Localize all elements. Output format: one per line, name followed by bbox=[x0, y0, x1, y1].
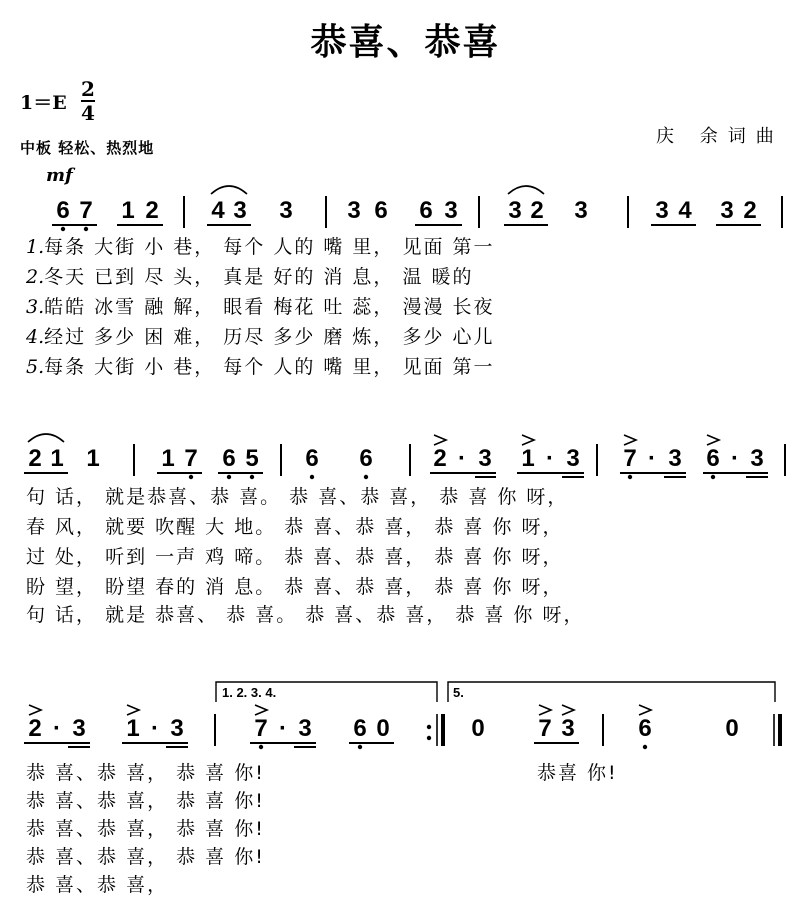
note-digit: 0 bbox=[471, 715, 485, 742]
volta-label-second: 5. bbox=[453, 685, 464, 700]
note-digit: 6 bbox=[419, 197, 433, 224]
accent-mark bbox=[29, 705, 41, 715]
note-digit: 3 bbox=[279, 197, 293, 224]
note-digit: 3 bbox=[668, 445, 682, 472]
octave-dot bbox=[61, 227, 65, 231]
note-digit: 6 bbox=[374, 197, 388, 224]
lyric-line-2-4: 盼 望， 盼望 春的 消 息。 恭 喜、恭 喜， 恭 喜 你 呀， bbox=[26, 576, 564, 598]
lyric-line-3-4: 恭 喜、恭 喜， 恭 喜 你! bbox=[26, 846, 265, 868]
note-digit: 2 bbox=[530, 197, 544, 224]
lyric-line-3-1: 恭 喜、恭 喜， 恭 喜 你! bbox=[26, 762, 265, 784]
octave-dot bbox=[643, 745, 647, 749]
note-digit: 2 bbox=[145, 197, 159, 224]
note-digit: 2 bbox=[28, 445, 42, 472]
note-digit: · bbox=[151, 715, 159, 742]
note-digit: 0 bbox=[376, 715, 390, 742]
volta-bracket-second bbox=[448, 682, 775, 702]
octave-dot bbox=[628, 475, 632, 479]
note-digit: 6 bbox=[353, 715, 367, 742]
accent-mark bbox=[624, 435, 636, 445]
lyric-line-1-4: 4.经过 多少 困 难， 历尽 多少 磨 炼， 多少 心儿 bbox=[26, 326, 495, 348]
accent-mark bbox=[522, 435, 534, 445]
note-digit: 3 bbox=[444, 197, 458, 224]
note-digit: 5 bbox=[245, 445, 259, 472]
note-digit: 3 bbox=[750, 445, 764, 472]
note-digit: 1 bbox=[121, 197, 135, 224]
time-signature-top: 2 bbox=[81, 77, 95, 101]
note-digit: 7 bbox=[254, 715, 268, 742]
note-digit: · bbox=[53, 715, 61, 742]
note-digit: 6 bbox=[305, 445, 319, 472]
note-digit: · bbox=[546, 445, 554, 472]
tempo-marking: 中板 轻松、热烈地 bbox=[20, 139, 155, 157]
note-digit: · bbox=[458, 445, 466, 472]
note-digit: 6 bbox=[706, 445, 720, 472]
lyric-line-2-5: 句 话， 就是 恭喜、 恭 喜。 恭 喜、恭 喜， 恭 喜 你 呀， bbox=[26, 604, 585, 626]
note-digit: 1 bbox=[86, 445, 100, 472]
accent-mark bbox=[539, 705, 551, 715]
octave-dot bbox=[259, 745, 263, 749]
note-digit: 6 bbox=[359, 445, 373, 472]
accent-mark bbox=[434, 435, 446, 445]
octave-dot bbox=[364, 475, 368, 479]
note-digit: 7 bbox=[538, 715, 552, 742]
note-digit: 3 bbox=[566, 445, 580, 472]
note-digit: · bbox=[731, 445, 739, 472]
note-digit: 1 bbox=[50, 445, 64, 472]
note-digit: · bbox=[648, 445, 656, 472]
octave-dot bbox=[358, 745, 362, 749]
note-digit: 3 bbox=[574, 197, 588, 224]
repeat-dot bbox=[427, 736, 431, 740]
lyric-line-3-5: 恭 喜、恭 喜， bbox=[26, 874, 169, 896]
note-digit: 1 bbox=[126, 715, 140, 742]
note-digit: 3 bbox=[478, 445, 492, 472]
note-digit: 6 bbox=[56, 197, 70, 224]
tie-arc bbox=[28, 434, 64, 442]
octave-dot bbox=[250, 475, 254, 479]
note-digit: 3 bbox=[233, 197, 247, 224]
tie-arc bbox=[211, 186, 247, 194]
note-digit: 3 bbox=[508, 197, 522, 224]
octave-dot bbox=[189, 475, 193, 479]
accent-mark bbox=[707, 435, 719, 445]
lyric-line-1-2: 2.冬天 已到 尽 头， 真是 好的 消 息， 温 暖的 bbox=[26, 266, 474, 288]
lyric-line-2-3: 过 处， 听到 一声 鸡 啼。 恭 喜、恭 喜， 恭 喜 你 呀， bbox=[26, 546, 564, 568]
lyric-line-1-3: 3.皓皓 冰雪 融 解， 眼看 梅花 吐 蕊， 漫漫 长夜 bbox=[26, 296, 495, 318]
note-digit: 3 bbox=[561, 715, 575, 742]
lyric-line-3-2: 恭 喜、恭 喜， 恭 喜 你! bbox=[26, 790, 265, 812]
accent-mark bbox=[562, 705, 574, 715]
accent-mark bbox=[127, 705, 139, 715]
note-digit: 3 bbox=[170, 715, 184, 742]
note-digit: 3 bbox=[347, 197, 361, 224]
repeat-dot bbox=[427, 725, 431, 729]
accent-mark bbox=[255, 705, 267, 715]
octave-dot bbox=[227, 475, 231, 479]
key-signature: 1＝E bbox=[20, 92, 67, 114]
note-digit: 3 bbox=[298, 715, 312, 742]
octave-dot bbox=[84, 227, 88, 231]
time-signature-bottom: 4 bbox=[81, 101, 95, 125]
note-digit: 2 bbox=[433, 445, 447, 472]
note-digit: 3 bbox=[720, 197, 734, 224]
octave-dot bbox=[310, 475, 314, 479]
note-digit: · bbox=[279, 715, 287, 742]
note-digit: 7 bbox=[623, 445, 637, 472]
lyric-line-3-3: 恭 喜、恭 喜， 恭 喜 你! bbox=[26, 818, 265, 840]
tie-arc bbox=[508, 186, 544, 194]
note-digit: 7 bbox=[79, 197, 93, 224]
note-digit: 3 bbox=[72, 715, 86, 742]
song-title: 恭喜、恭喜 bbox=[310, 22, 501, 63]
composer-credit: 庆 余词曲 bbox=[656, 126, 784, 147]
accent-mark bbox=[639, 705, 651, 715]
note-digit: 7 bbox=[184, 445, 198, 472]
ending-lyric: 恭喜 你! bbox=[537, 762, 618, 784]
lyric-line-1-5: 5.每条 大街 小 巷， 每个 人的 嘴 里， 见面 第一 bbox=[26, 356, 495, 378]
note-digit: 6 bbox=[222, 445, 236, 472]
note-digit: 2 bbox=[743, 197, 757, 224]
dynamic-marking: mf bbox=[46, 165, 73, 186]
note-digit: 4 bbox=[678, 197, 692, 224]
lyric-line-1-1: 1.每条 大街 小 巷， 每个 人的 嘴 里， 见面 第一 bbox=[26, 236, 495, 258]
octave-dot bbox=[711, 475, 715, 479]
note-digit: 2 bbox=[28, 715, 42, 742]
note-digit: 1 bbox=[161, 445, 175, 472]
note-digit: 3 bbox=[655, 197, 669, 224]
lyric-line-2-2: 春 风， 就要 吹醒 大 地。 恭 喜、恭 喜， 恭 喜 你 呀， bbox=[26, 516, 564, 538]
note-digit: 4 bbox=[211, 197, 225, 224]
note-digit: 0 bbox=[725, 715, 739, 742]
note-digit: 1 bbox=[521, 445, 535, 472]
lyric-line-2-1: 句 话， 就是恭喜、恭 喜。 恭 喜、恭 喜， 恭 喜 你 呀， bbox=[26, 486, 569, 508]
note-digit: 6 bbox=[638, 715, 652, 742]
volta-label-first: 1. 2. 3. 4. bbox=[222, 685, 277, 700]
